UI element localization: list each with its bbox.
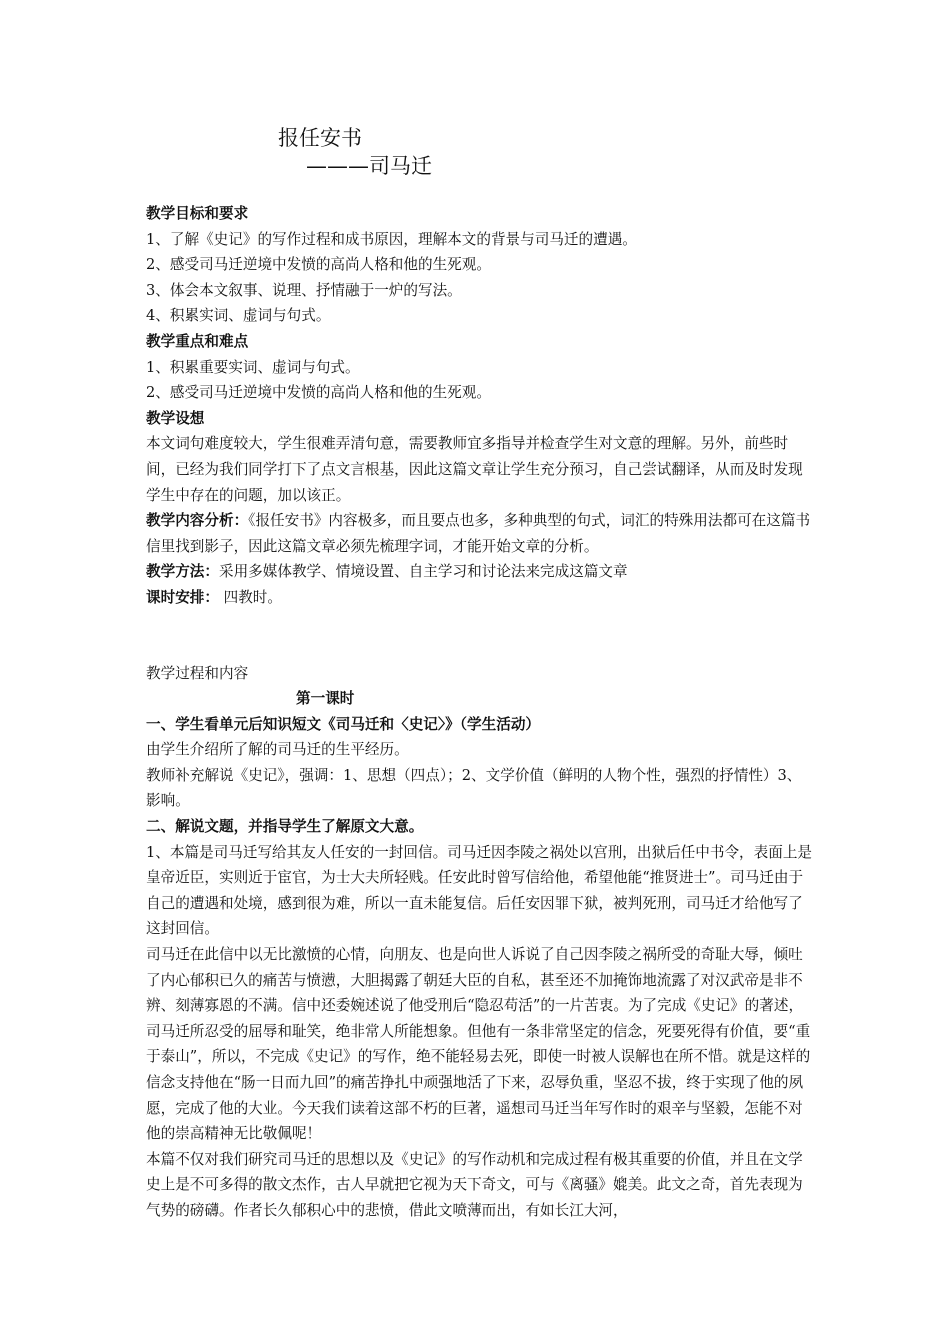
part1-heading: 一、学生看单元后知识短文《司马迁和〈史记〉》（学生活动） <box>146 715 541 733</box>
method-label: 教学方法： <box>146 563 219 581</box>
keypoint-item: 2、感受司马迁逆境中发愤的高尚人格和他的生死观。 <box>146 384 491 402</box>
part1-line: 教师补充解说《史记》，强调：1、思想（四点）；2、文学价值（鲜明的人物个性，强烈的抒情性）3、影响。 <box>146 766 802 810</box>
analysis-text: 《报任安书》内容极多，而且要点也多，多种典型的句式，词汇的特殊用法都可在这篇书信里找到影子，因此这篇文章必须先梳理字词，才能开始文章的分析。 <box>146 512 811 555</box>
section-gap <box>146 611 812 661</box>
schedule-label: 课时安排： <box>146 588 219 606</box>
objective-item: 2、感受司马迁逆境中发愤的高尚人格和他的生死观。 <box>146 256 491 274</box>
objective-item: 1、了解《史记》的写作过程和成书原因，理解本文的背景与司马迁的遭遇。 <box>146 230 637 248</box>
objectives-heading: 教学目标和要求 <box>146 205 249 222</box>
document-body <box>146 201 812 1224</box>
method-text: 采用多媒体教学、情境设置、自主学习和讨论法来完成这篇文章 <box>218 563 628 581</box>
part2-paragraph: 本篇不仅对我们研究司马迁的思想以及《史记》的写作动机和完成过程有极其重要的价值，并且在文学史上是不可多得的散文杰作，古人早就把它视为天下奇文，可与《离骚》媲美。此文之奇，首先表现为气势的磅礴。作者长久郁积心中的悲愤，借此文喷薄而出，有如长江大河， <box>146 1150 803 1219</box>
lesson-title: 第一课时 <box>296 690 355 708</box>
schedule-text: 四教时。 <box>218 588 282 606</box>
keypoints-heading: 教学重点和难点 <box>146 332 249 350</box>
part2-paragraph: 1、本篇是司马迁写给其友人任安的一封回信。司马迁因李陵之祸处以宫刑，出狱后任中书令，表面上是皇帝近臣，实则近于宦官，为士大夫所轻贱。任安此时曾写信给他，希望他能“推贤进士”。司马迁由于自己的遭遇和处境，感到很为难，所以一直未能复信。后任安因罪下狱，被判死刑，司马迁才给他写了这封回信。 <box>146 843 813 938</box>
schedule-paragraph <box>146 585 812 611</box>
document-author: ———司马迁 <box>306 154 432 178</box>
method-paragraph <box>146 559 812 585</box>
idea-text: 本文词句难度较大，学生很难弄清句意，需要教师宜多指导并检查学生对文意的理解。另外，前些时间，已经为我们同学打下了点文言根基，因此这篇文章让学生充分预习，自己尝试翻译，从而及时发现学生中存在的问题，加以该正。 <box>146 435 803 504</box>
part2-heading: 二、解说文题，并指导学生了解原文大意。 <box>146 818 424 836</box>
part2-paragraph: 司马迁在此信中以无比激愤的心情，向朋友、也是向世人诉说了自己因李陵之祸所受的奇耻大辱，倾吐了内心郁积已久的痛苦与愤懑，大胆揭露了朝廷大臣的自私，甚至还不加掩饰地流露了对汉武帝是非不辨、刻薄寡恩的不满。信中还委婉述说了他受刑后“隐忍苟活”的一片苦衷。为了完成《史记》的著述，司马迁所忍受的屈辱和耻笑，绝非常人所能想象。但他有一条非常坚定的信念，死要死得有价值，要“重于泰山”，所以，不完成《史记》的写作，绝不能轻易去死，即使一时被人误解也在所不惜。就是这样的信念支持他在“肠一日而九回”的痛苦挣扎中顽强地活了下来，忍辱负重，坚忍不拔，终于实现了他的夙愿，完成了他的大业。今天我们读着这部不朽的巨著，遥想司马迁当年写作时的艰辛与坚毅，怎能不对他的崇高精神无比敬佩呢！ <box>146 946 811 1143</box>
part1-line: 由学生介绍所了解的司马迁的生平经历。 <box>146 741 409 759</box>
document-title: 报任安书 <box>278 126 362 150</box>
analysis-paragraph <box>146 508 812 559</box>
idea-heading: 教学设想 <box>146 409 205 427</box>
objective-item: 4、积累实词、虚词与句式。 <box>146 307 331 325</box>
analysis-label: 教学内容分析： <box>146 512 249 530</box>
keypoint-item: 1、积累重要实词、虚词与句式。 <box>146 358 360 376</box>
process-heading: 教学过程和内容 <box>146 664 249 682</box>
objective-item: 3、体会本文叙事、说理、抒情融于一炉的写法。 <box>146 281 462 299</box>
